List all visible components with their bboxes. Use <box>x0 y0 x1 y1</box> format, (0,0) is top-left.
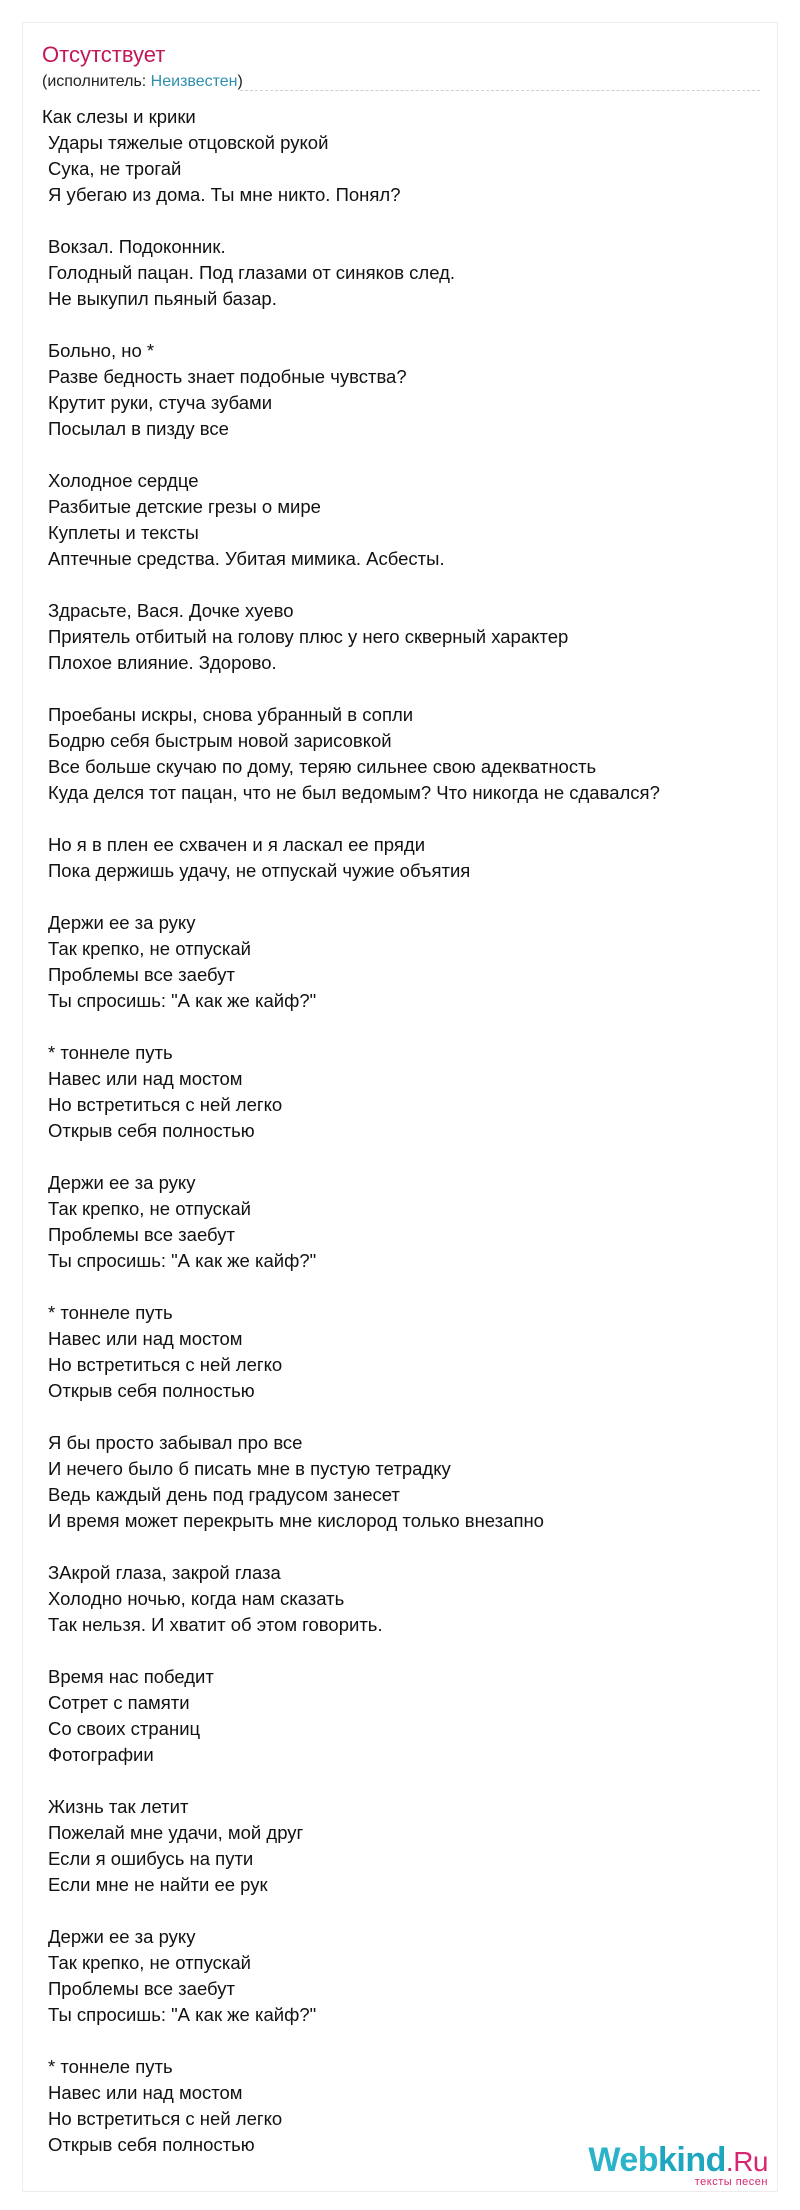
lyric-line: Ведь каждый день под градусом занесет <box>48 1484 400 1505</box>
lyric-line: Все больше скучаю по дому, теряю сильнее свою адекватность <box>48 756 597 777</box>
lyric-line: Навес или над мостом <box>48 1068 243 1089</box>
lyric-line: Больно, но * <box>48 340 155 361</box>
lyric-line: Навес или над мостом <box>48 1328 243 1349</box>
lyric-line: Вокзал. Подоконник. <box>48 236 226 257</box>
lyrics-body <box>42 104 762 2184</box>
lyric-line: Куплеты и тексты <box>48 522 199 543</box>
lyric-line: Если я ошибусь на пути <box>48 1848 254 1869</box>
lyric-line: Так нельзя. И хватит об этом говорить. <box>48 1614 383 1635</box>
lyric-line: Держи ее за руку <box>48 912 196 933</box>
lyric-line: Открыв себя полностью <box>48 2134 255 2155</box>
lyric-line: Проебаны искры, снова убранный в сопли <box>48 704 414 725</box>
lyrics-stanza <box>42 598 762 676</box>
lyric-line: Так крепко, не отпускай <box>48 938 251 959</box>
lyric-line: Удары тяжелые отцовской рукой <box>48 132 329 153</box>
webkind-logo[interactable] <box>588 2142 768 2188</box>
lyric-line: Но встретиться с ней легко <box>48 2108 283 2129</box>
lyric-line: Жизнь так летит <box>48 1796 189 1817</box>
lyric-line: Так крепко, не отпускай <box>48 1198 251 1219</box>
lyric-line: ЗАкрой глаза, закрой глаза <box>48 1562 281 1583</box>
logo-wordmark: Webkind.Ru <box>588 2141 768 2179</box>
lyric-line: * тоннеле путь <box>48 1042 173 1063</box>
lyric-line: Как слезы и крики <box>42 106 196 127</box>
lyric-line: Плохое влияние. Здорово. <box>48 652 277 673</box>
lyric-line: Куда делся тот пацан, что не был ведомым? Что никогда не сдавался? <box>48 782 660 803</box>
lyric-line: Холодное сердце <box>48 470 199 491</box>
lyric-line: Так крепко, не отпускай <box>48 1952 251 1973</box>
lyrics-stanza <box>42 338 762 442</box>
lyric-line: Если мне не найти ее рук <box>48 1874 268 1895</box>
lyric-line: Со своих страниц <box>48 1718 201 1739</box>
lyric-line: Холодно ночью, когда нам сказать <box>48 1588 345 1609</box>
lyric-line: Сука, не трогай <box>48 158 182 179</box>
lyrics-stanza <box>42 1560 762 1638</box>
lyric-line: Держи ее за руку <box>48 1172 196 1193</box>
lyric-line: Бодрю себя быстрым новой зарисовкой <box>48 730 392 751</box>
lyric-line: Приятель отбитый на голову плюс у него скверный характер <box>48 626 569 647</box>
lyrics-stanza <box>42 910 762 1014</box>
lyrics-stanza <box>42 234 762 312</box>
lyric-line: Посылал в пизду все <box>48 418 229 439</box>
lyric-line: Ты спросишь: "А как же кайф?" <box>48 990 317 1011</box>
lyric-line: Аптечные средства. Убитая мимика. Асбесты. <box>48 548 445 569</box>
lyrics-stanza <box>42 1300 762 1404</box>
lyrics-stanza <box>42 1040 762 1144</box>
lyric-line: Но встретиться с ней легко <box>48 1354 283 1375</box>
lyric-line: Фотографии <box>48 1744 154 1765</box>
lyric-line: Разве бедность знает подобные чувства? <box>48 366 407 387</box>
lyric-line: Открыв себя полностью <box>48 1120 255 1141</box>
artist-link[interactable]: Неизвестен <box>150 73 238 90</box>
lyric-line: Сотрет с памяти <box>48 1692 190 1713</box>
lyric-line: Но я в плен ее схвачен и я ласкал ее пряди <box>48 834 426 855</box>
lyrics-stanza <box>42 1170 762 1274</box>
lyrics-stanza <box>42 104 762 208</box>
lyrics-stanza <box>42 468 762 572</box>
lyric-line: Голодный пацан. Под глазами от синяков след. <box>48 262 456 283</box>
lyric-line: И нечего было б писать мне в пустую тетрадку <box>48 1458 451 1479</box>
lyrics-stanza <box>42 702 762 806</box>
lyric-line: * тоннеле путь <box>48 2056 173 2077</box>
lyrics-stanza <box>42 1430 762 1534</box>
lyric-line: Пожелай мне удачи, мой друг <box>48 1822 304 1843</box>
lyric-line: * тоннеле путь <box>48 1302 173 1323</box>
lyric-line: Здрасьте, Вася. Дочке хуево <box>48 600 294 621</box>
lyric-line: Пока держишь удачу, не отпускай чужие объятия <box>48 860 471 881</box>
lyrics-stanza <box>42 1924 762 2028</box>
lyrics-stanza <box>42 1794 762 1898</box>
lyrics-stanza <box>42 832 762 884</box>
artist-prefix: (исполнитель: <box>42 73 151 90</box>
lyric-line: И время может перекрыть мне кислород только внезапно <box>48 1510 544 1531</box>
lyric-line: Время нас победит <box>48 1666 214 1687</box>
lyric-line: Крутит руки, стуча зубами <box>48 392 273 413</box>
lyric-line: Открыв себя полностью <box>48 1380 255 1401</box>
lyric-line: Я убегаю из дома. Ты мне никто. Понял? <box>48 184 401 205</box>
lyric-line: Проблемы все заебут <box>48 964 235 985</box>
header-divider <box>240 90 760 91</box>
lyric-line: Но встретиться с ней легко <box>48 1094 283 1115</box>
lyric-line: Я бы просто забывал про все <box>48 1432 303 1453</box>
artist-line <box>42 72 243 92</box>
lyric-line: Ты спросишь: "А как же кайф?" <box>48 2004 317 2025</box>
lyric-line: Проблемы все заебут <box>48 1978 235 1999</box>
lyric-line: Не выкупил пьяный базар. <box>48 288 277 309</box>
song-title: Отсутствует <box>42 42 166 67</box>
lyric-line: Навес или над мостом <box>48 2082 243 2103</box>
lyric-line: Проблемы все заебут <box>48 1224 235 1245</box>
lyrics-stanza <box>42 1664 762 1768</box>
lyric-line: Ты спросишь: "А как же кайф?" <box>48 1250 317 1271</box>
artist-suffix: ) <box>237 73 243 90</box>
lyric-line: Разбитые детские грезы о мире <box>48 496 321 517</box>
logo-tagline: тексты песен <box>694 2176 768 2188</box>
lyric-line: Держи ее за руку <box>48 1926 196 1947</box>
